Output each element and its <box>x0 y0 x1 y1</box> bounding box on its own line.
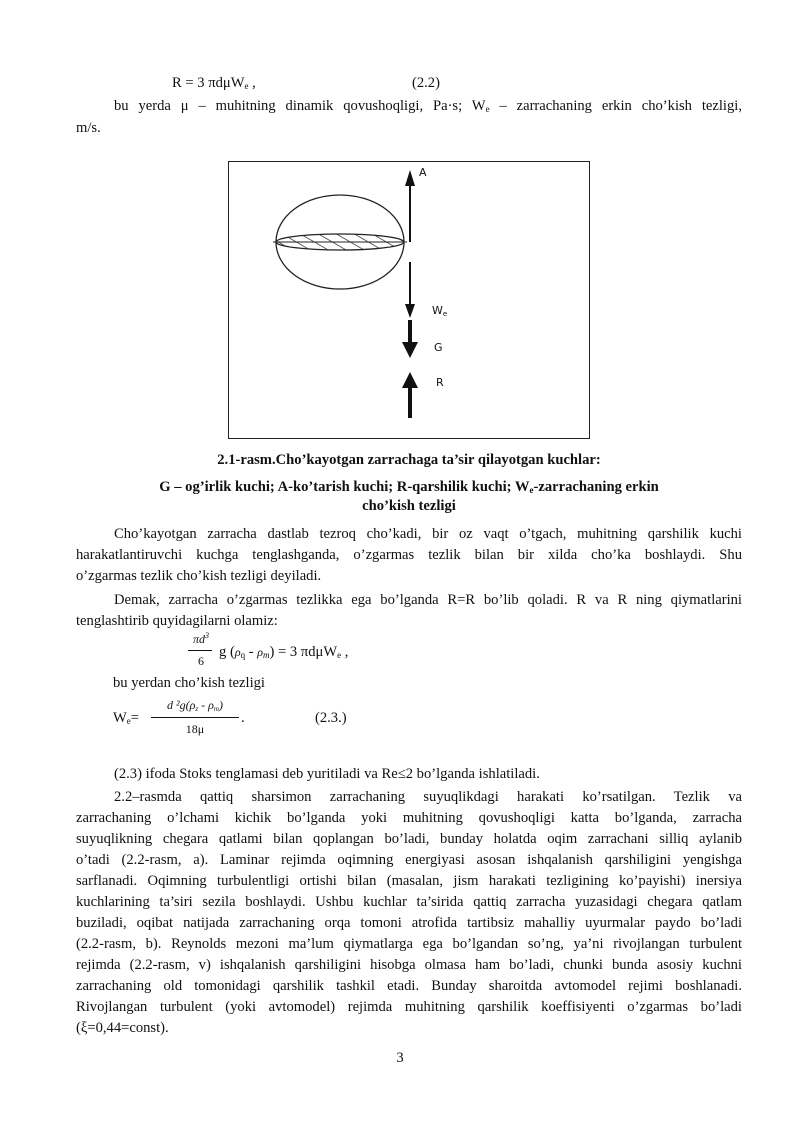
where-line-1: bu yerda μ – muhitning dinamik qovushoqligi, Pa·s; $W_e$ – zarrachaning erkin cho’kish tezligi, <box>114 98 742 114</box>
para1-line-2: harakatlantiruvchi kuchga tenglashganda, o’zgarmas tezlik bilan bir xilda cho’ka boshlaydi. Shu <box>76 547 742 563</box>
para2-line-1: Demak, zarracha o’zgarmas tezlikka ega bo’lganda R=R bo’lib qoladi. R va R ning qiymatlarini <box>114 592 742 608</box>
balance-numerator: $\pi d^3$ <box>192 631 209 646</box>
eq23-label: (2.3.) <box>315 710 347 726</box>
para3-line: (2.3) ifoda Stoks tenglamasi deb yuritiladi va Re≤2 bo’lganda ishlatiladi. <box>114 766 540 782</box>
para4-line: Rivojlangan turbulent (yoki avtomodel) rejimda muhitning qarshilik koeffisiyenti o’zgarmas bo’ladi <box>76 999 742 1015</box>
where-line-2: m/s. <box>76 120 101 136</box>
eq23-numerator: d $^2g(\rho_z - \rho_m)$ <box>167 698 223 713</box>
arrow-g-icon <box>402 320 418 358</box>
para2-line-2: tenglashtirib quyidagilarni olamiz: <box>76 613 278 629</box>
label-g: G <box>434 341 443 354</box>
figure-caption-title: 2.1-rasm.Cho’kayotgan zarrachaga ta’sir qilayotgan kuchlar: <box>217 452 601 468</box>
equation-2-2-number: (2.2) <box>412 75 440 91</box>
eq23-denominator: 18μ <box>185 722 205 736</box>
para4-line: suyuqlikning chegara qatlami bilan qoplangan bo’ladi, bunday holatda oqim zarrachani silliq aylanib <box>76 831 742 847</box>
para4-line: buziladi, oqibat natijada zarrachaning orqa tomoni atrofida tartibsiz mahalliy uyurmalar paydo bo’ladi <box>76 915 742 931</box>
para4-line: zarrachaning old tomonidagi qarshilik tashkil etadi. Bunday sharoitda avtomodel rejimi boshlanadi. <box>76 978 742 994</box>
para4-line: 2.2–rasmda qattiq sharsimon zarrachaning suyuqlikdagi harakati ko’rsatilgan. Tezlik va <box>114 789 742 805</box>
label-r: R <box>436 376 444 389</box>
para4-line: (2.2-rasm, b). Reynolds mezoni ma’lum qiymatlarga ega bo’lgandan so’ng, ya’ni rivojlangan turbulent <box>76 936 742 952</box>
eq23-lhs: $W_e=$ <box>113 710 140 726</box>
balance-fraction-bar <box>188 650 212 651</box>
label-we: $W_e$ <box>432 304 448 318</box>
equation-2-2: R = 3 πdμW$_e$ , <box>172 75 256 91</box>
para4-line: sarflanadi. Oqimning turbulentligi ortishi bilan (masalan, jism harakati tezligining ko’payishi) inersiya <box>76 873 742 889</box>
balance-denominator: 6 <box>198 654 204 668</box>
arrow-we-icon <box>405 262 415 318</box>
para4-line: o’tadi (2.2-rasm, a). Laminar rejimda oqimning energiyasi asosan ishqalanish qarshiligini yengishga <box>76 852 742 868</box>
from-here-text: bu yerdan cho’kish tezligi <box>113 675 265 691</box>
forces-diagram <box>229 162 591 440</box>
balance-rest: g $(\rho_q - \rho_m) = 3$ πdμW$_e$ , <box>219 644 349 660</box>
figure-2-1 <box>228 161 590 439</box>
eq23-dot: . <box>241 710 245 726</box>
arrow-r-icon <box>402 372 418 418</box>
eq23-fraction-bar <box>151 717 239 718</box>
para4-line: zarrachaning o’lchami kichik bo’lganda yoki muhitning qovushoqligi katta bo’lganda, zarracha <box>76 810 742 826</box>
arrow-a-icon <box>405 170 415 242</box>
label-a: A <box>419 166 427 179</box>
para4-line: (ξ=0,44=const). <box>76 1020 169 1036</box>
figure-caption-line-3: cho’kish tezligi <box>362 498 456 514</box>
para4-line: rejimda (2.2-rasm, v) ishqalanish qarshiligini hisobga olmasa ham bo’ladi, chunki bunda asosiy kuchni <box>76 957 742 973</box>
figure-caption-line-2: G – og’irlik kuchi; A-ko’tarish kuchi; R-qarshilik kuchi; $W_e$-zarrachaning erkin <box>159 479 659 495</box>
page-number: 3 <box>396 1050 404 1066</box>
para1-line-1: Cho’kayotgan zarracha dastlab tezroq cho’kadi, bir oz vaqt o’tgach, muhitning qarshilik kuchi <box>114 526 742 542</box>
para4-line: kuchlarining ta’siri sezila boshlaydi. Ushbu kuchlar ta’sirida qattiq zarracha yuzasidagi chegara qatlam <box>76 894 742 910</box>
para1-line-3: o’zgarmas tezlik cho’kish tezligi deyiladi. <box>76 568 322 584</box>
